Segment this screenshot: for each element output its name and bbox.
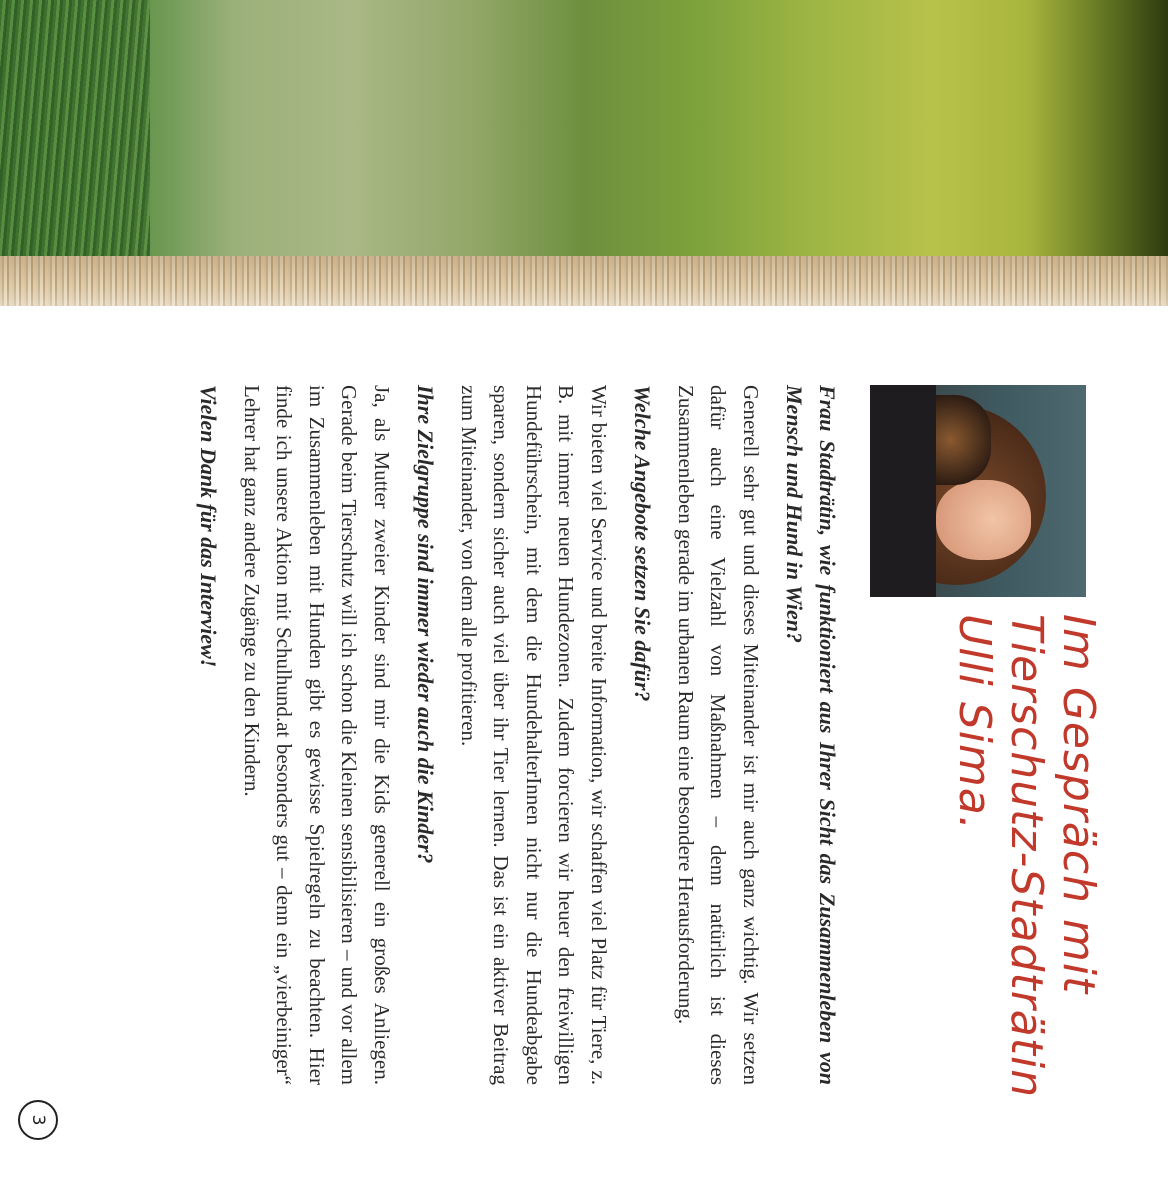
interview-answer-2: Wir bieten viel Service und breite Information, wir schaffen viel Platz für Tiere, z. B. mit immer neuen Hundezonen. Zudem forcieren wir heuer den freiwilligen Hundeführschein, mit dem die HundehalterInnen nicht nur die Hundeabgabe sparen, sondern sicher auch viel über ihr Tier lernen. Das ist ein aktiver Beitrag zum Miteinander, von dem alle profitieren. — [457, 385, 611, 1085]
portrait-photo-ulli-sima — [870, 385, 1086, 597]
interview-body — [181, 385, 843, 1085]
interview-question-2: Welche Angebote setzen Sie dafür? — [630, 385, 656, 702]
article-headline — [948, 614, 1104, 1174]
headline-line-3: Ulli Sima. — [949, 614, 1000, 831]
headline-line-2: Tierschutz-Stadträtin — [1001, 614, 1052, 1099]
interview-answer-3: Ja, als Mutter zweier Kinder sind mir die Kids generell ein großes Anliegen. Gerade beim Tierschutz will ich schon die Kleinen sensibilisieren – und vor allem im Zusammenleben mit Hunden gibt es gewisse Spielregeln zu beachten. Hier finde ich unsere Aktion mit Schulhund.at besonders gut – denn ein „vierbeiniger“ Lehrer hat ganz andere Zugänge zu den Kindern. — [240, 385, 394, 1085]
interview-answer-1: Generell sehr gut und dieses Miteinander ist mir auch ganz wichtig. Wir setzen dafür auch eine Vielzahl von Maßnahmen – denn natürlich ist dieses Zusammenleben gerade im urbanen Raum eine besondere Herausforderung. — [674, 385, 763, 1085]
interview-question-3: Ihre Zielgruppe sind immer wieder auch die Kinder? — [413, 385, 439, 864]
interview-closing: Vielen Dank für das Interview! — [196, 385, 222, 668]
interview-question-1: Frau Stadträtin, wie funktioniert aus Ihrer Sicht das Zusammenleben von Mensch und Hund in Wien? — [782, 385, 840, 1085]
headline-line-1: Im Gespräch mit — [1053, 614, 1104, 995]
page-number: 3 — [18, 1100, 58, 1140]
